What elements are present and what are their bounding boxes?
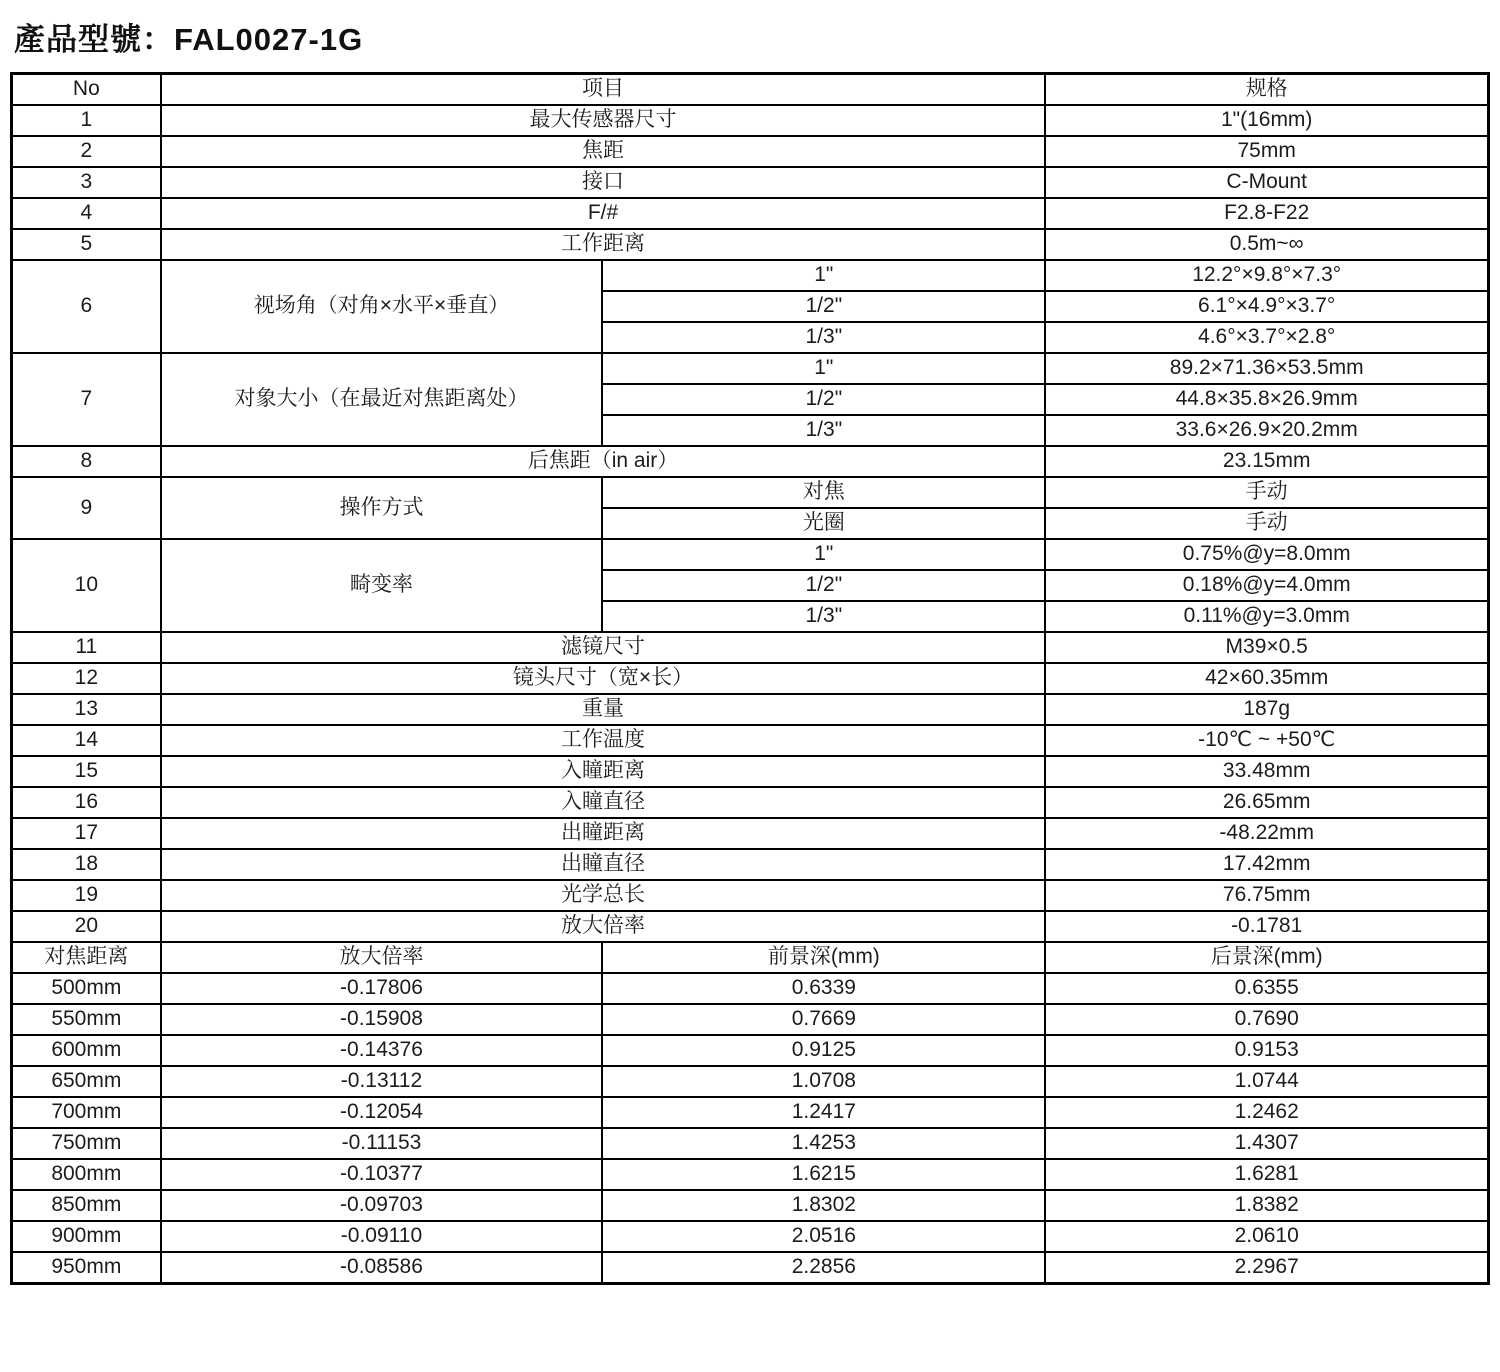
spec-cell: 33.48mm (1045, 756, 1488, 787)
magnification-cell: -0.08586 (161, 1252, 603, 1284)
rear-dof-cell: 2.0610 (1045, 1221, 1488, 1252)
sub-label-cell: 1/2" (602, 384, 1045, 415)
front-dof-cell: 0.7669 (602, 1004, 1045, 1035)
table-row (12, 229, 1489, 260)
no-cell: 15 (12, 756, 161, 787)
item-cell: 光学总长 (161, 880, 1046, 911)
spec-cell: C-Mount (1045, 167, 1488, 198)
rear-dof-cell: 0.7690 (1045, 1004, 1488, 1035)
focus-distance-cell: 700mm (12, 1097, 161, 1128)
magnification-cell: -0.09703 (161, 1190, 603, 1221)
spec-cell: -48.22mm (1045, 818, 1488, 849)
no-cell: 19 (12, 880, 161, 911)
focus-distance-cell: 600mm (12, 1035, 161, 1066)
table-row (12, 1004, 1489, 1035)
spec-cell: 12.2°×9.8°×7.3° (1045, 260, 1488, 291)
table-row (12, 105, 1489, 136)
no-cell: 16 (12, 787, 161, 818)
item-cell: 焦距 (161, 136, 1046, 167)
table-row (12, 1221, 1489, 1252)
sub-label-cell: 1/2" (602, 570, 1045, 601)
spec-cell: 6.1°×4.9°×3.7° (1045, 291, 1488, 322)
col-header-item: 项目 (161, 74, 1046, 106)
no-cell: 13 (12, 694, 161, 725)
spec-cell: 33.6×26.9×20.2mm (1045, 415, 1488, 446)
item-cell: 镜头尺寸（宽×长） (161, 663, 1046, 694)
spec-cell: 手动 (1045, 477, 1488, 508)
table-row (12, 818, 1489, 849)
spec-cell: 26.65mm (1045, 787, 1488, 818)
no-cell: 1 (12, 105, 161, 136)
no-cell: 6 (12, 260, 161, 353)
item-cell: 畸变率 (161, 539, 603, 632)
table-row (12, 1128, 1489, 1159)
item-cell: 放大倍率 (161, 911, 1046, 942)
spec-cell: 1"(16mm) (1045, 105, 1488, 136)
spec-cell: 89.2×71.36×53.5mm (1045, 353, 1488, 384)
rear-dof-cell: 0.6355 (1045, 973, 1488, 1004)
magnification-cell: -0.10377 (161, 1159, 603, 1190)
front-dof-cell: 1.4253 (602, 1128, 1045, 1159)
magnification-cell: -0.11153 (161, 1128, 603, 1159)
focus-distance-cell: 500mm (12, 973, 161, 1004)
front-dof-cell: 2.0516 (602, 1221, 1045, 1252)
spec-cell: M39×0.5 (1045, 632, 1488, 663)
focus-distance-cell: 900mm (12, 1221, 161, 1252)
col-header-magnification: 放大倍率 (161, 942, 603, 973)
item-cell: 入瞳距离 (161, 756, 1046, 787)
table-row (12, 353, 1489, 384)
rear-dof-cell: 1.8382 (1045, 1190, 1488, 1221)
table-row (12, 1035, 1489, 1066)
sub-label-cell: 1/3" (602, 322, 1045, 353)
rear-dof-cell: 2.2967 (1045, 1252, 1488, 1284)
no-cell: 10 (12, 539, 161, 632)
item-cell: 工作温度 (161, 725, 1046, 756)
page-title: 產品型號：FAL0027-1G (14, 22, 364, 57)
magnification-cell: -0.14376 (161, 1035, 603, 1066)
front-dof-cell: 1.0708 (602, 1066, 1045, 1097)
spec-table (10, 72, 1490, 1285)
item-cell: 对象大小（在最近对焦距离处） (161, 353, 603, 446)
header-row (12, 74, 1489, 106)
table-row (12, 787, 1489, 818)
spec-cell: 手动 (1045, 508, 1488, 539)
sub-label-cell: 1" (602, 353, 1045, 384)
table-row (12, 1190, 1489, 1221)
rear-dof-cell: 1.4307 (1045, 1128, 1488, 1159)
spec-cell: 76.75mm (1045, 880, 1488, 911)
sub-label-cell: 1/3" (602, 601, 1045, 632)
no-cell: 2 (12, 136, 161, 167)
col-header-no: No (12, 74, 161, 106)
sub-label-cell: 1" (602, 260, 1045, 291)
spec-cell: 4.6°×3.7°×2.8° (1045, 322, 1488, 353)
sub-label-cell: 1/3" (602, 415, 1045, 446)
table-row (12, 136, 1489, 167)
no-cell: 11 (12, 632, 161, 663)
item-cell: 入瞳直径 (161, 787, 1046, 818)
table-row (12, 663, 1489, 694)
focus-distance-cell: 950mm (12, 1252, 161, 1284)
table-row (12, 167, 1489, 198)
no-cell: 17 (12, 818, 161, 849)
no-cell: 20 (12, 911, 161, 942)
table-row (12, 694, 1489, 725)
table-row (12, 477, 1489, 508)
spec-cell: 0.5m~∞ (1045, 229, 1488, 260)
table-row (12, 1097, 1489, 1128)
spec-cell: 0.18%@y=4.0mm (1045, 570, 1488, 601)
item-cell: 滤镜尺寸 (161, 632, 1046, 663)
col-header-focus-distance: 对焦距离 (12, 942, 161, 973)
spec-cell: 0.11%@y=3.0mm (1045, 601, 1488, 632)
spec-cell: -10℃ ~ +50℃ (1045, 725, 1488, 756)
no-cell: 18 (12, 849, 161, 880)
front-dof-cell: 1.6215 (602, 1159, 1045, 1190)
table-row (12, 1159, 1489, 1190)
front-dof-cell: 1.8302 (602, 1190, 1045, 1221)
table-row (12, 911, 1489, 942)
front-dof-cell: 1.2417 (602, 1097, 1045, 1128)
no-cell: 14 (12, 725, 161, 756)
spec-cell: -0.1781 (1045, 911, 1488, 942)
no-cell: 9 (12, 477, 161, 539)
no-cell: 7 (12, 353, 161, 446)
spec-cell: 0.75%@y=8.0mm (1045, 539, 1488, 570)
item-cell: 重量 (161, 694, 1046, 725)
table-row (12, 725, 1489, 756)
focus-distance-cell: 650mm (12, 1066, 161, 1097)
no-cell: 3 (12, 167, 161, 198)
magnification-cell: -0.09110 (161, 1221, 603, 1252)
rear-dof-cell: 1.0744 (1045, 1066, 1488, 1097)
spec-cell: 44.8×35.8×26.9mm (1045, 384, 1488, 415)
magnification-cell: -0.15908 (161, 1004, 603, 1035)
table-row (12, 539, 1489, 570)
front-dof-cell: 0.9125 (602, 1035, 1045, 1066)
table-row (12, 1252, 1489, 1284)
item-cell: 视场角（对角×水平×垂直） (161, 260, 603, 353)
item-cell: 后焦距（in air） (161, 446, 1046, 477)
front-dof-cell: 2.2856 (602, 1252, 1045, 1284)
table-row (12, 849, 1489, 880)
dof-header-row (12, 942, 1489, 973)
table-row (12, 446, 1489, 477)
no-cell: 4 (12, 198, 161, 229)
focus-distance-cell: 850mm (12, 1190, 161, 1221)
focus-distance-cell: 750mm (12, 1128, 161, 1159)
item-cell: 最大传感器尺寸 (161, 105, 1046, 136)
sub-label-cell: 对焦 (602, 477, 1045, 508)
spec-cell: 75mm (1045, 136, 1488, 167)
table-row (12, 198, 1489, 229)
sub-label-cell: 1/2" (602, 291, 1045, 322)
table-row (12, 973, 1489, 1004)
item-cell: 工作距离 (161, 229, 1046, 260)
item-cell: 出瞳距离 (161, 818, 1046, 849)
magnification-cell: -0.13112 (161, 1066, 603, 1097)
col-header-rear-dof: 后景深(mm) (1045, 942, 1488, 973)
table-row (12, 1066, 1489, 1097)
magnification-cell: -0.17806 (161, 973, 603, 1004)
no-cell: 5 (12, 229, 161, 260)
table-row (12, 260, 1489, 291)
item-cell: F/# (161, 198, 1046, 229)
table-row (12, 880, 1489, 911)
spec-cell: 42×60.35mm (1045, 663, 1488, 694)
col-header-front-dof: 前景深(mm) (602, 942, 1045, 973)
no-cell: 12 (12, 663, 161, 694)
spec-cell: 17.42mm (1045, 849, 1488, 880)
sub-label-cell: 光圈 (602, 508, 1045, 539)
focus-distance-cell: 550mm (12, 1004, 161, 1035)
spec-cell: 187g (1045, 694, 1488, 725)
rear-dof-cell: 1.2462 (1045, 1097, 1488, 1128)
table-row (12, 756, 1489, 787)
item-cell: 操作方式 (161, 477, 603, 539)
rear-dof-cell: 1.6281 (1045, 1159, 1488, 1190)
item-cell: 出瞳直径 (161, 849, 1046, 880)
rear-dof-cell: 0.9153 (1045, 1035, 1488, 1066)
col-header-spec: 规格 (1045, 74, 1488, 106)
focus-distance-cell: 800mm (12, 1159, 161, 1190)
spec-cell: F2.8-F22 (1045, 198, 1488, 229)
front-dof-cell: 0.6339 (602, 973, 1045, 1004)
magnification-cell: -0.12054 (161, 1097, 603, 1128)
item-cell: 接口 (161, 167, 1046, 198)
no-cell: 8 (12, 446, 161, 477)
table-row (12, 632, 1489, 663)
sub-label-cell: 1" (602, 539, 1045, 570)
spec-cell: 23.15mm (1045, 446, 1488, 477)
